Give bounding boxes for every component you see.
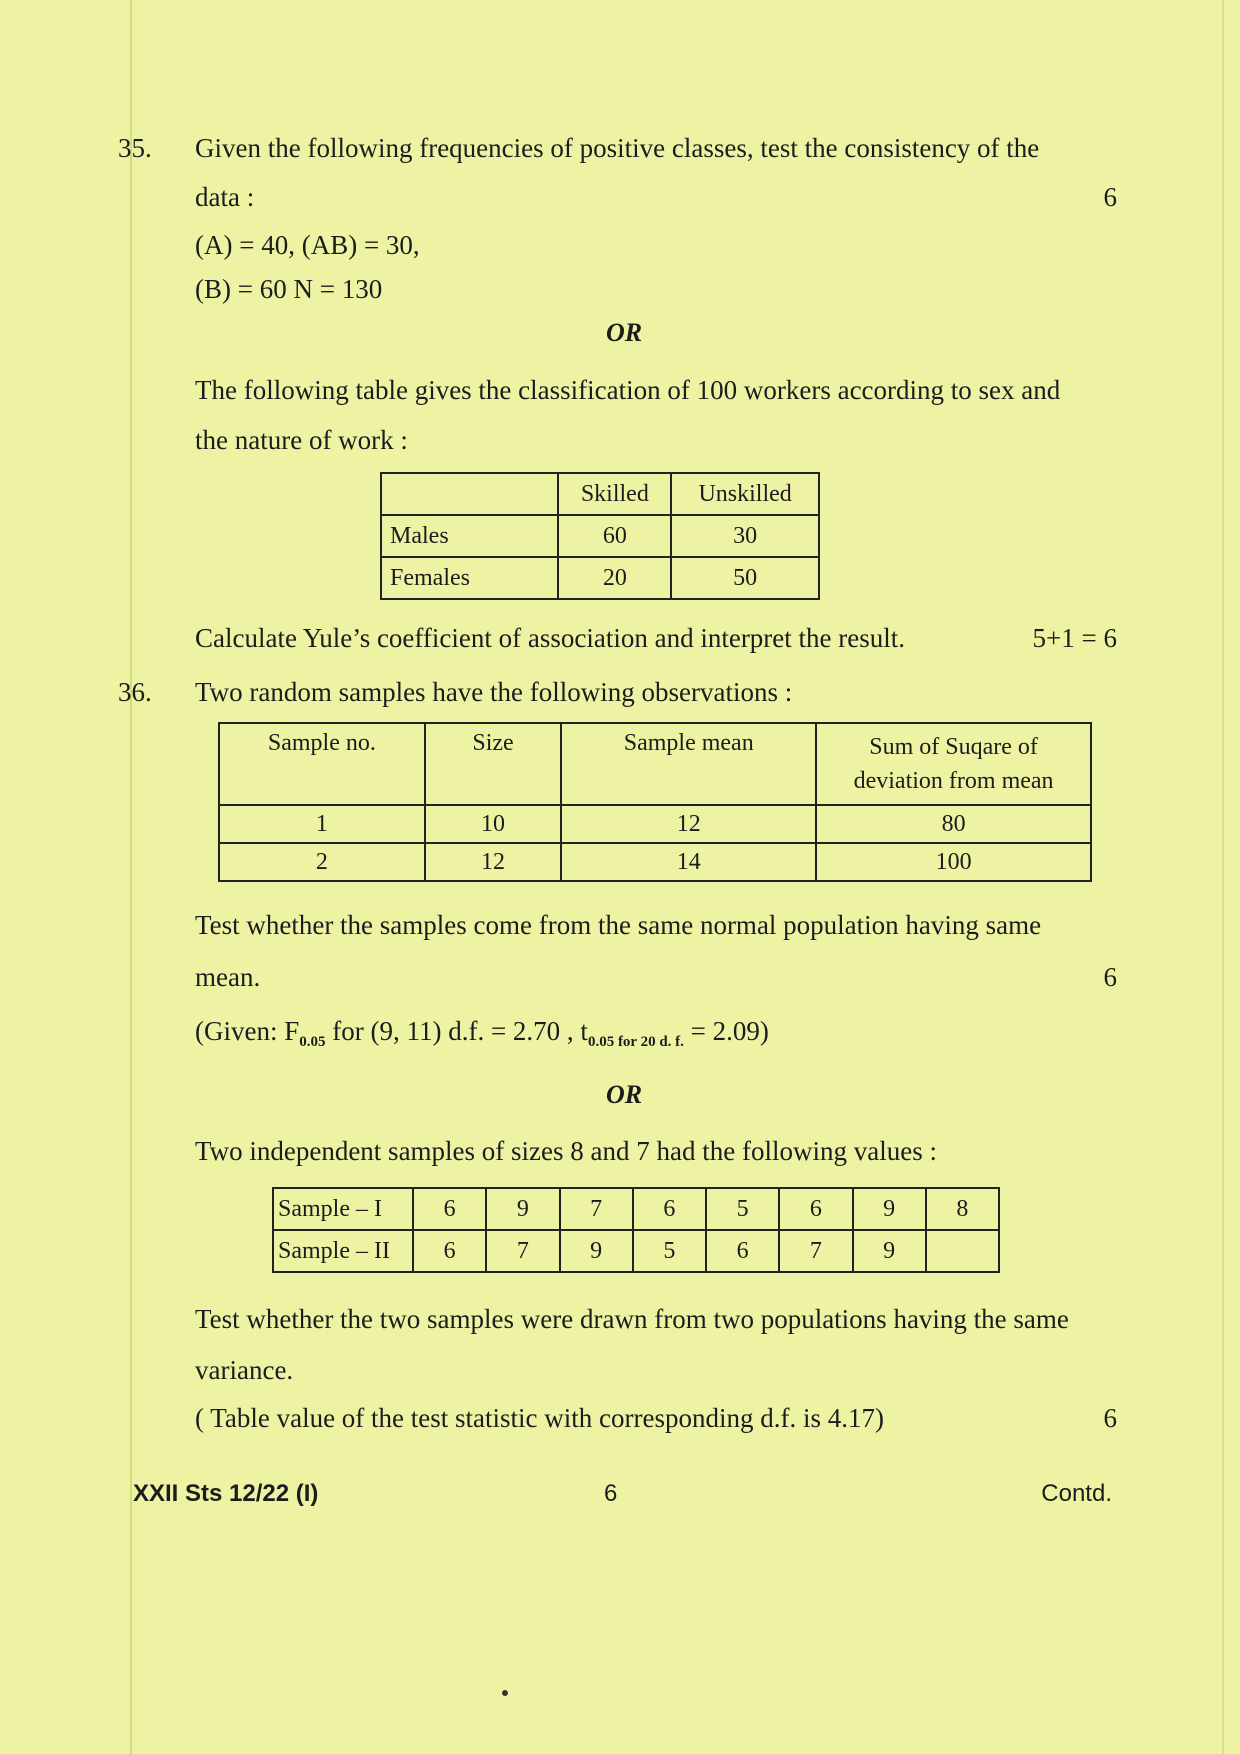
question-number: 35. (118, 133, 152, 163)
table-header: Sample no. (219, 723, 425, 805)
table-cell: 14 (561, 843, 816, 881)
variance-table (272, 1187, 1000, 1273)
table-cell: Males (381, 515, 558, 557)
margin-line (130, 0, 132, 1754)
page-number: 6 (604, 1480, 618, 1507)
table-cell: 8 (926, 1188, 999, 1230)
given-data: (A) = 40, (AB) = 30, (195, 230, 420, 260)
marks: 6 (1103, 182, 1117, 212)
table-cell: 30 (671, 515, 819, 557)
table-row (219, 843, 1091, 881)
question-text: variance. (195, 1355, 294, 1385)
table-cell: 7 (486, 1230, 559, 1272)
header-line: deviation from mean (853, 768, 1054, 794)
given-values (195, 1014, 769, 1059)
table-cell: 100 (816, 843, 1091, 881)
table-cell: 20 (558, 557, 671, 599)
question-number: 36. (118, 677, 152, 707)
question-text: Given the following frequencies of positive classes, test the consistency of the (195, 133, 1040, 163)
table-cell: 6 (413, 1188, 486, 1230)
subscript: 0.05 for 20 d. f. (587, 1034, 684, 1050)
table-cell: Sample – I (273, 1188, 413, 1230)
table-cell: 6 (413, 1230, 486, 1272)
table-row (381, 557, 819, 599)
table-cell: 6 (633, 1188, 706, 1230)
table-cell: 9 (560, 1230, 633, 1272)
table-row (273, 1188, 999, 1230)
table-cell: 10 (425, 805, 562, 843)
question-text: Two independent samples of sizes 8 and 7 had the following values : (195, 1136, 937, 1166)
table-cell (926, 1230, 999, 1272)
table-cell (381, 473, 558, 515)
table-cell: 7 (779, 1230, 852, 1272)
table-cell: 6 (779, 1188, 852, 1230)
table-cell: 9 (853, 1230, 926, 1272)
table-header-row (219, 723, 1091, 805)
question-text: the nature of work : (195, 425, 408, 455)
question-note: ( Table value of the test statistic with corresponding d.f. is 4.17) (195, 1403, 884, 1433)
given-text: (Given: F (195, 1016, 300, 1046)
ink-dot (502, 1690, 508, 1696)
table-cell: 9 (853, 1188, 926, 1230)
table-cell: Sample – II (273, 1230, 413, 1272)
table-cell: 60 (558, 515, 671, 557)
table-header: Unskilled (671, 473, 819, 515)
samples-table (218, 722, 1092, 882)
given-data: (B) = 60 N = 130 (195, 274, 383, 304)
table-cell: 6 (706, 1230, 779, 1272)
table-cell: 5 (633, 1230, 706, 1272)
table-cell: 80 (816, 805, 1091, 843)
question-text: Test whether the two samples were drawn from two populations having the same (195, 1304, 1069, 1334)
question-text: data : (195, 182, 255, 212)
question-text: Calculate Yule’s coefficient of association and interpret the result. (195, 623, 906, 653)
table-cell: 12 (561, 805, 816, 843)
paper-code: XXII Sts 12/22 (I) (133, 1480, 319, 1507)
or-separator: OR (606, 1080, 643, 1109)
table-header: Size (425, 723, 562, 805)
table-header-row (381, 473, 819, 515)
table-cell: 1 (219, 805, 425, 843)
table-cell: 5 (706, 1188, 779, 1230)
or-separator: OR (606, 318, 643, 347)
table-row (381, 515, 819, 557)
table-cell: Females (381, 557, 558, 599)
marks: 6 (1103, 962, 1117, 992)
subscript: 0.05 (299, 1034, 326, 1050)
question-text: Test whether the samples come from the same normal population having same (195, 910, 1042, 940)
table-cell: 9 (486, 1188, 559, 1230)
given-text: = 2.09) (683, 1016, 769, 1046)
question-text: mean. (195, 962, 261, 992)
table-cell: 50 (671, 557, 819, 599)
given-text: for (9, 11) d.f. = 2.70 , t (325, 1016, 588, 1046)
table-cell: 7 (560, 1188, 633, 1230)
table-header (816, 723, 1091, 805)
continued-label: Contd. (1041, 1480, 1112, 1507)
workers-table (380, 472, 820, 600)
margin-line (1222, 0, 1224, 1754)
question-text: Two random samples have the following observations : (195, 677, 793, 707)
marks: 5+1 = 6 (1032, 623, 1117, 653)
table-cell: 12 (425, 843, 562, 881)
table-header: Skilled (558, 473, 671, 515)
table-row (219, 805, 1091, 843)
table-row (273, 1230, 999, 1272)
header-line: Sum of Suqare of (869, 734, 1038, 760)
marks: 6 (1103, 1403, 1117, 1433)
question-text: The following table gives the classification of 100 workers according to sex and (195, 375, 1061, 405)
table-header: Sample mean (561, 723, 816, 805)
table-cell: 2 (219, 843, 425, 881)
